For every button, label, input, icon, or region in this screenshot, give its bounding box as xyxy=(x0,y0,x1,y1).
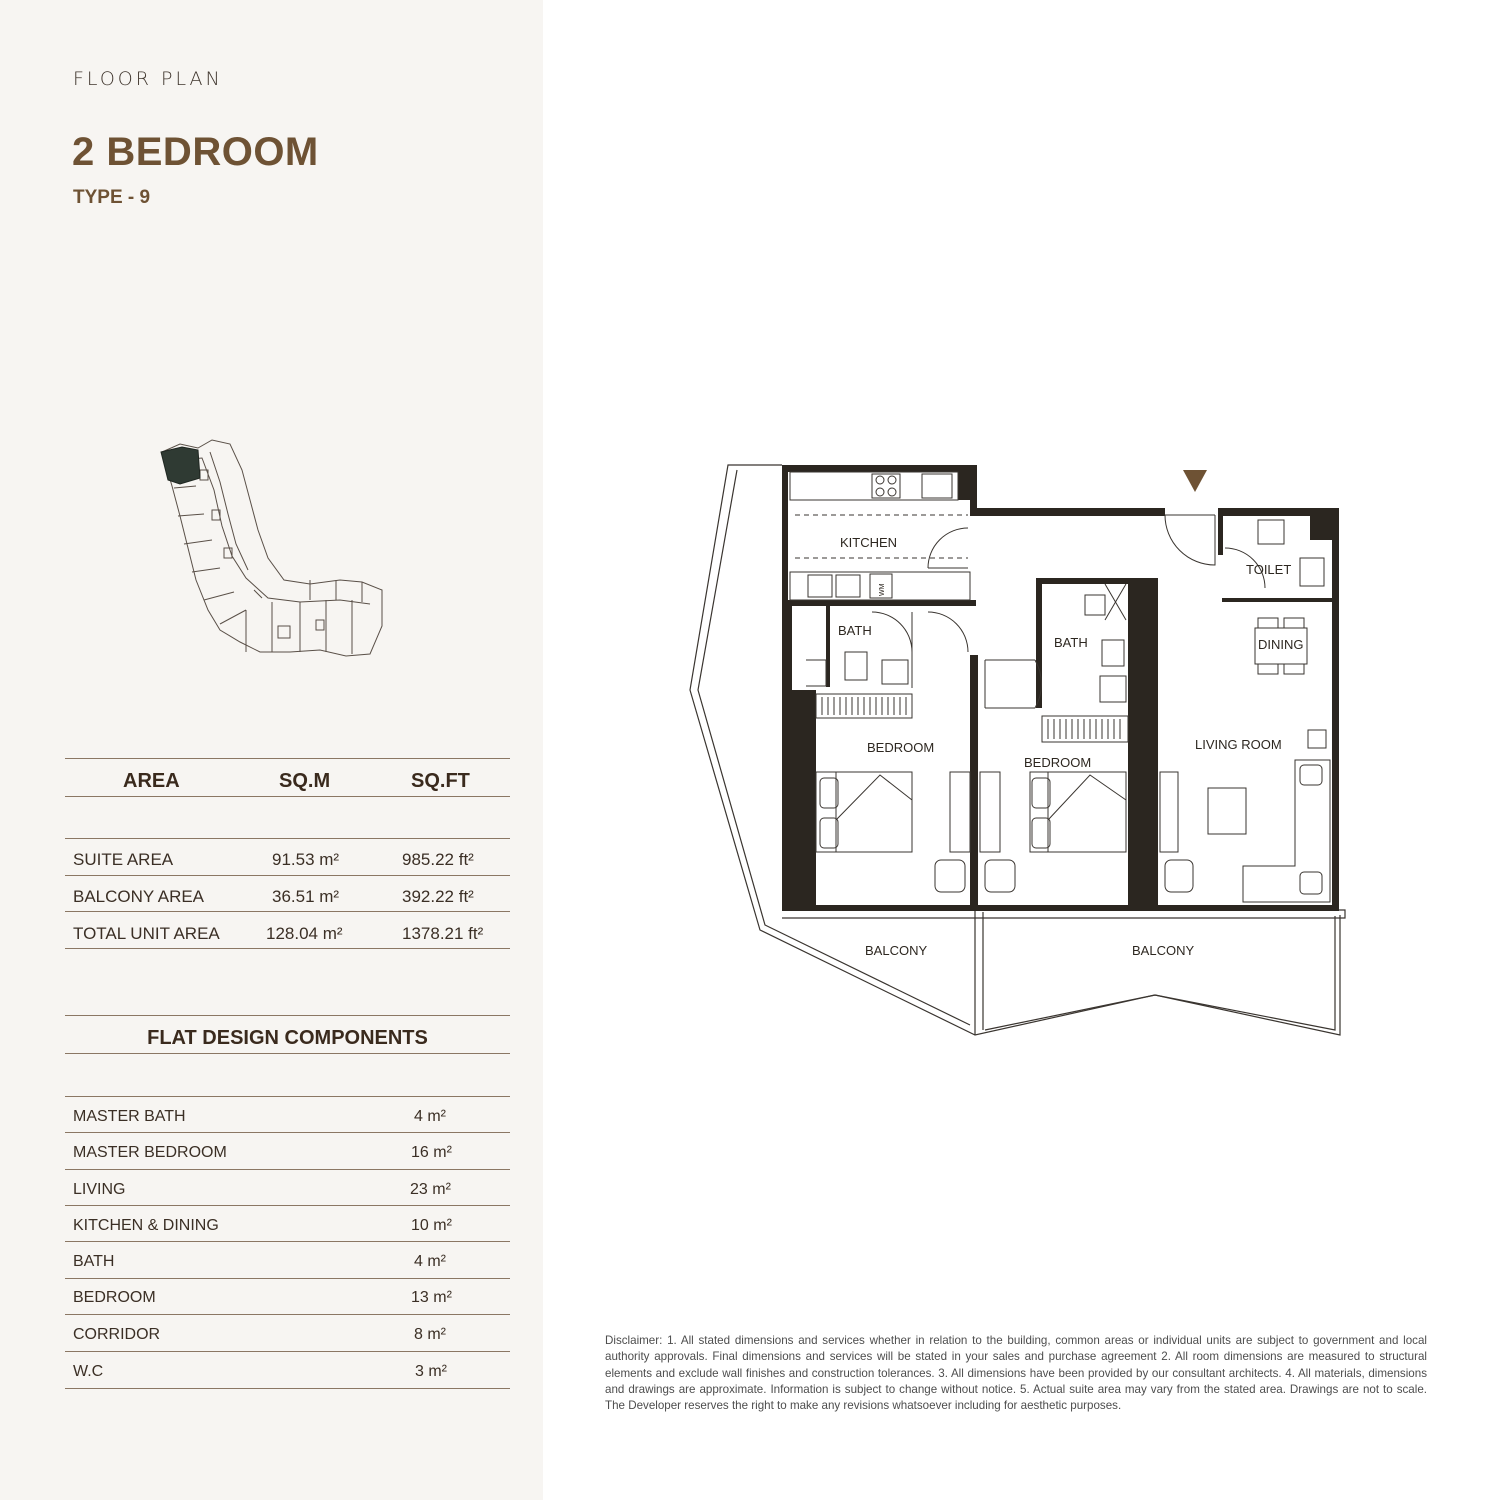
component-label: MASTER BATH xyxy=(73,1108,186,1125)
area-header-sqft: SQ.FT xyxy=(411,770,470,792)
area-row-sqft: 985.22 ft² xyxy=(402,850,474,869)
room-label-bath: BATH xyxy=(1054,635,1088,650)
area-header-sqm: SQ.M xyxy=(279,770,331,792)
component-value: 10 m² xyxy=(411,1217,452,1234)
key-plan-diagram xyxy=(150,430,400,670)
area-row-label: TOTAL UNIT AREA xyxy=(73,924,220,943)
component-label: MASTER BEDROOM xyxy=(73,1144,227,1161)
floor-plan-drawing xyxy=(680,455,1360,1055)
component-label: BEDROOM xyxy=(73,1289,156,1306)
components-table xyxy=(65,1015,510,1391)
component-value: 4 m² xyxy=(414,1108,446,1125)
component-value: 4 m² xyxy=(414,1253,446,1270)
component-label: BATH xyxy=(73,1253,115,1270)
area-header-area: AREA xyxy=(123,770,180,792)
disclaimer-text: Disclaimer: 1. All stated dimensions and services whether in relation to the building, common areas or individual units are subject to government and local authority approvals. Final dimensions and services will be stated in your sales and purchase agreement 2. All room dimensions are measured to structural elements and exclude wall finishes and construction tolerances. 3. All dimensions have been provided by our consultant architects. 4. All materials, dimensions and drawings are approximate. Information is subject to change without notice. 5. Actual suite area may vary from the stated area. Drawings are not to scale. The Developer reserves the right to make any revisions whatsoever including for aesthetic purposes. xyxy=(605,1334,1427,1413)
unit-title: 2 BEDROOM xyxy=(72,130,319,174)
selected-unit-highlight xyxy=(161,447,200,484)
room-label-balcony: BALCONY xyxy=(1132,943,1195,958)
area-row-label: SUITE AREA xyxy=(73,850,174,869)
room-label-kitchen: KITCHEN xyxy=(840,535,898,550)
component-label: LIVING xyxy=(73,1181,126,1198)
area-row-sqm: 36.51 m² xyxy=(272,887,340,906)
component-value: 16 m² xyxy=(411,1144,452,1161)
area-row-sqm: 128.04 m² xyxy=(266,924,343,943)
components-title: FLAT DESIGN COMPONENTS xyxy=(147,1027,428,1049)
component-label: KITCHEN & DINING xyxy=(73,1217,219,1234)
component-label: CORRIDOR xyxy=(73,1326,161,1343)
unit-type: TYPE - 9 xyxy=(73,187,151,208)
room-label-bedroom: BEDROOM xyxy=(1024,755,1092,770)
room-label-toilet: TOILET xyxy=(1246,562,1292,577)
room-label-living: LIVING ROOM xyxy=(1195,737,1282,752)
room-label-bath: BATH xyxy=(838,623,872,638)
entry-marker-icon xyxy=(1183,470,1207,492)
room-label-balcony: BALCONY xyxy=(865,943,928,958)
component-value: 13 m² xyxy=(411,1289,452,1306)
area-table xyxy=(65,758,510,950)
component-label: W.C xyxy=(73,1363,104,1380)
area-row-sqm: 91.53 m² xyxy=(272,850,340,869)
area-row-label: BALCONY AREA xyxy=(73,887,205,906)
component-value: 3 m² xyxy=(415,1363,447,1380)
walls xyxy=(782,465,1339,911)
component-value: 23 m² xyxy=(410,1181,451,1198)
component-value: 8 m² xyxy=(414,1326,446,1343)
section-eyebrow: FLOOR PLAN xyxy=(73,68,223,90)
room-label-bedroom: BEDROOM xyxy=(867,740,935,755)
area-row-sqft: 1378.21 ft² xyxy=(402,924,484,943)
washing-machine-label: WM xyxy=(879,583,886,596)
room-label-dining: DINING xyxy=(1258,637,1304,652)
area-row-sqft: 392.22 ft² xyxy=(402,887,474,906)
